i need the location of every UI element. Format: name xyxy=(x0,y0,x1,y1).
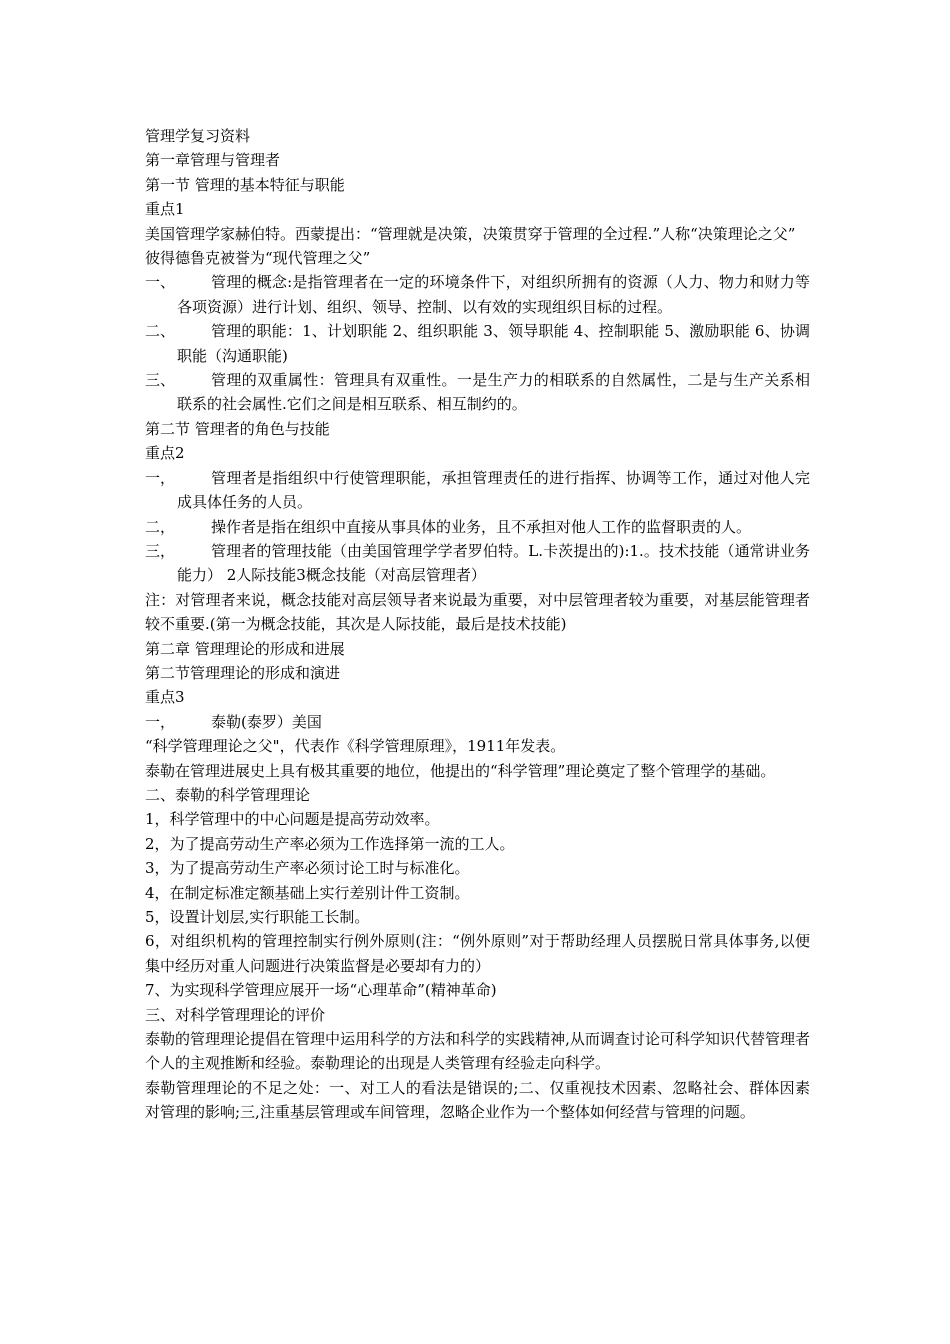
paragraph: “科学管理理论之父"，代表作《科学管理原理》，1911年发表。 xyxy=(145,737,566,756)
numbered-item xyxy=(145,368,810,417)
paragraph: 7、为实现科学管理应展开一场“心理革命”(精神革命) xyxy=(145,981,497,1000)
paragraph: 5，设置计划层,实行职能工长制。 xyxy=(145,908,370,926)
paragraph: 第一节 管理的基本特征与职能 xyxy=(145,175,345,194)
paragraph: 2，为了提高劳动生产率必须为工作选择第一流的工人。 xyxy=(145,834,515,853)
paragraph: 第二章 管理理论的形成和进展 xyxy=(145,639,345,658)
paragraph: 泰勒管理理论的不足之处：一、对工人的看法是错误的;二、仅重视技术因素、忽略社会、群体因素对管理的影响;三,注重基层管理或车间管理，忽略企业作为一个整体如何经营与管理的问题。 xyxy=(145,1078,810,1122)
paragraph: 1，科学管理中的中心问题是提高劳动效率。 xyxy=(145,810,440,829)
paragraph: 彼得德鲁克被誉为“现代管理之父” xyxy=(145,249,371,268)
numbered-item xyxy=(145,710,810,734)
paragraph: 6，对组织机构的管理控制实行例外原则(注：“例外原则”对于帮助经理人员摆脱日常具体事务,以便集中经历对重人问题进行决策监督是必要却有力的） xyxy=(145,932,810,975)
item-number: 一、 xyxy=(145,273,176,292)
item-number: 一， xyxy=(145,712,176,731)
paragraph: 美国管理学家赫伯特。西蒙提出：“管理就是决策，决策贯穿于管理的全过程.”人称“决策理论之父” xyxy=(145,224,796,243)
item-text: 管理的概念:是指管理者在一定的环境条件下，对组织所拥有的资源（人力、物力和财力等各项资源）进行计划、组织、领导、控制、以有效的实现组织目标的过程。 xyxy=(177,273,810,316)
paragraph: 泰勒的管理理论提倡在管理中运用科学的方法和科学的实践精神,从而调查讨论可科学知识代替管理者个人的主观推断和经验。泰勒理论的出现是人类管理有经验走向科学。 xyxy=(145,1030,810,1073)
numbered-item xyxy=(145,515,810,539)
paragraph: 第一章管理与管理者 xyxy=(145,151,281,170)
paragraph: 重点2 xyxy=(145,444,185,463)
document-body xyxy=(145,124,810,1125)
item-number: 三、 xyxy=(145,371,176,390)
paragraph: 3，为了提高劳动生产率必须讨论工时与标准化。 xyxy=(145,859,470,878)
numbered-item xyxy=(145,270,810,319)
paragraph: 三、对科学管理理论的评价 xyxy=(145,1005,326,1024)
item-number: 一， xyxy=(145,468,176,487)
item-number: 二、 xyxy=(145,322,176,341)
paragraph: 重点1 xyxy=(145,200,185,219)
item-text: 管理的双重属性：管理具有双重性。一是生产力的相联系的自然属性，二是与生产关系相联系的社会属性.它们之间是相互联系、相互制约的。 xyxy=(177,371,810,414)
item-text: 管理者的管理技能（由美国管理学学者罗伯特。L.卡茨提出的):1.。技术技能（通常讲业务能力） 2人际技能3概念技能（对高层管理者） xyxy=(177,541,810,585)
item-text: 管理的职能：1、计划职能 2、组织职能 3、领导职能 4、控制职能 5、激励职能 6、协调职能（沟通职能) xyxy=(177,322,810,365)
item-text: 管理者是指组织中行使管理职能，承担管理责任的进行指挥、协调等工作，通过对他人完成具体任务的人员。 xyxy=(177,468,810,512)
item-number: 三， xyxy=(145,541,176,560)
item-number: 二， xyxy=(145,517,176,536)
numbered-item xyxy=(145,539,810,588)
paragraph: 重点3 xyxy=(145,688,185,707)
paragraph: 泰勒在管理进展史上具有极其重要的地位，他提出的“科学管理”理论奠定了整个管理学的基础。 xyxy=(145,761,776,780)
paragraph: 二、泰勒的科学管理理论 xyxy=(145,785,311,804)
numbered-item xyxy=(145,466,810,515)
item-text: 泰勒(泰罗）美国 xyxy=(211,712,322,731)
numbered-item xyxy=(145,319,810,368)
paragraph: 第二节管理理论的形成和演进 xyxy=(145,663,341,682)
paragraph: 管理学复习资料 xyxy=(145,127,251,145)
item-text: 操作者是指在组织中直接从事具体的业务，且不承担对他人工作的监督职责的人。 xyxy=(211,517,752,536)
paragraph: 注：对管理者来说，概念技能对高层领导者来说最为重要，对中层管理者较为重要，对基层能管理者较不重要.(第一为概念技能，其次是人际技能，最后是技术技能) xyxy=(145,590,810,634)
paragraph: 第二节 管理者的角色与技能 xyxy=(145,419,330,438)
paragraph: 4，在制定标准定额基础上实行差别计件工资制。 xyxy=(145,883,470,902)
